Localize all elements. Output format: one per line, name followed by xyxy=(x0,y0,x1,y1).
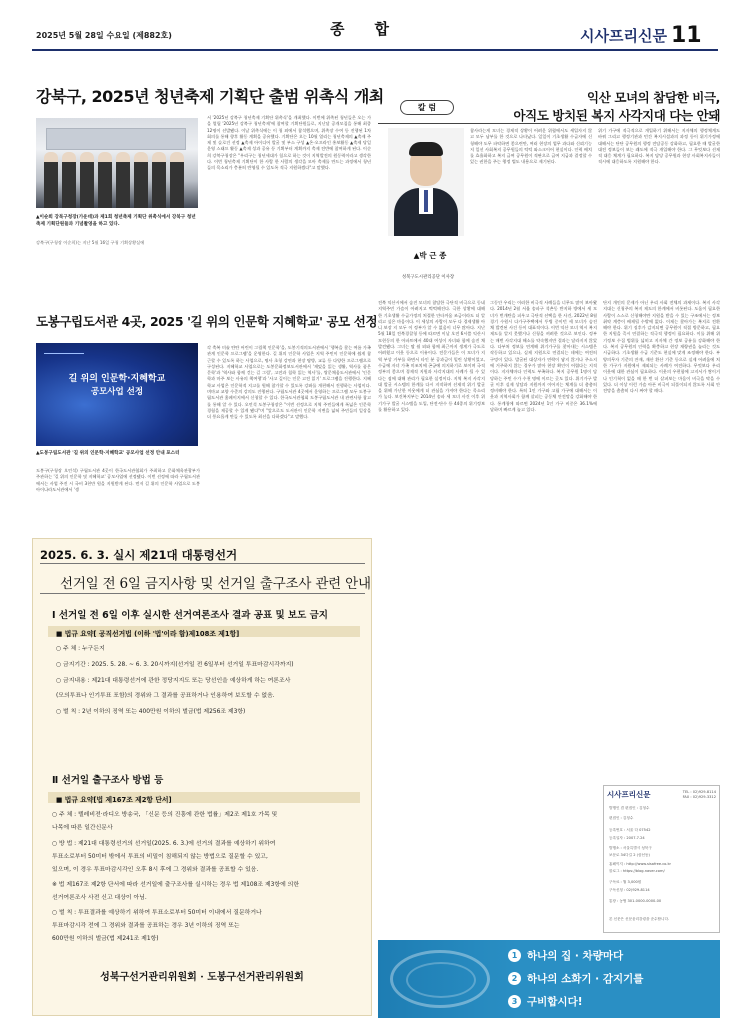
section2-item: ○ 주 체 : 텔레비전·라디오 방송국, 「신문 등의 진흥에 관한 법률」제2조 제1호 가목 및 xyxy=(52,812,278,818)
photo-person xyxy=(134,152,148,208)
section1-item: ○ 주 체 : 누구든지 xyxy=(56,646,105,652)
photo-person xyxy=(116,152,130,208)
ad-line1 xyxy=(508,948,623,963)
masthead-line: 구독료 : 월 3,000원 xyxy=(609,880,642,884)
article1-photo xyxy=(36,118,198,208)
section2-item: 600만원 이하의 벌금(법 제241조 제1항) xyxy=(52,936,159,942)
column-title-line1: 익산 모녀의 참담한 비극, xyxy=(587,90,720,105)
masthead-line: 편집인 : 김청수 xyxy=(609,816,634,820)
header-rule xyxy=(32,49,718,51)
divider xyxy=(378,123,718,124)
poster-line1: 길 위의 인문학·지혜학교 xyxy=(68,374,166,384)
article1-lead: 강북구(구청장 이순희)는 지난 5월 16일 구청 기획상황실에 xyxy=(36,240,145,245)
column-body: 위기 가구에 적극적으로 개입하기 위해서는 지자체의 행정체계도 바꿔 그리고 행정기관과 민간 복지시설과의 과정 등이 위기가정에 대해서는 단단 공무원의 행정 전담공동 강화하고, 필요한 때 발굴한 대전 정보들이 보는 쾌도에 적극 개입해야 한다. 그 무엇보다 선제적 대응 체계가 필요하다. 복지 담당 공무원과 현장 사회복지사들이 적시에 대응하도록 지원해야 한다. xyxy=(598,128,720,165)
column-body: 그동안 우리는 이러한 비극적 사례들을 너무도 많이 보아왔다. 2014년 2월 서울 송파구 석촌동 반지하 방에서 세 모녀가 번개탄을 피우고 극단적 선택을 한 사건, 2022년 8월 경기 수원시 다가구주택에서 투병 중이던 세 모녀가 숨진 채 발견된 사건 등이 대표적이다. 이번 익산 모녀 역시 복지 제도를 알지 못했거나 신청을 꺼려한 것으로 보인다. 정부는 매번 사각지대 해소를 약속했지만 결과는 달라지지 않았다. 다부처 정보를 연계해 위기가구를 찾아내는 시스템은 작동하고 있으나, 실제 지원으로 연결되는 데에는 여전히 구멍이 있다. 발굴된 대상자가 연락이 닿지 않거나 주소지에 거주하지 않는 경우가 많아 현장 확인이 어렵다는 지적이다. 지자체마다 인력도 부족하다. 복지 공무원 1명이 담당하는 주민 수가 수천 명에 이르는 곳도 있다. 위기가구 발굴 이후 실제 상담과 지원까지 이어지는 체계를 더 촘촘히 정비해야 한다. 특히 1인 가구와 고립 가구에 대해서는 이웃과 지역사회가 함께 살피는 공동체 안전망을 강화해야 한다. 통계청에 따르면 2024년 1인 가구 비중은 36.1%에 달하며 빠르게 늘고 있다. xyxy=(490,300,597,413)
photo-person xyxy=(80,152,94,208)
election-main-title: 선거일 전 6일 금지사항 및 선거일 출구조사 관련 안내 xyxy=(60,576,371,592)
ad-line2-text: 하나의 소화기 · 감지기를 xyxy=(527,973,644,985)
column-body: 참사라는게 모녀는 경제적 상황이 어려운 위협에서도 세입자지 않고 모두 남부를 한 것으로 나타났다. 일일이 기초생활 수급자에 신청해야 도무 파악하면 좋으련만, 여러 현장의 업무 과다와 신뢰기능 저 일선 사회복지 공무원들의 턱턱 와스크이어 현실이다. 인력 배치를 효율화하고 복지 급여 공무원이 적판으로 급여 지급과 결정할 수 있는 권한을 주는 행정 법도 내용으로 제기된다. xyxy=(470,128,592,165)
fire-safety-ad xyxy=(378,940,720,1018)
column-title-line2: 아직도 방치된 복지 사각지대 다는 안돼 xyxy=(513,108,720,123)
section2-item: 나목에 따른 일간신문사 xyxy=(52,825,113,831)
article2-caption: ▲도봉구립도서관 '길 위의 인문학·지혜학교' 공모사업 선정 안내 포스터 xyxy=(36,451,180,456)
column-body: 전북 익산시에서 숨진 모녀의 참담한 극단적 비극으로 동네지역주민 가슴이 아려지고 먹먹해진다. 극한 상황에 대해 한 기초생활 수급가정의 처절한 안타까움 조금이라도 더 알리고 싶은 마음이다. 이 세상의 사람이 모두 다 경제생활 아니 보장 지 모두 이 정부가 알 수 없음이 너무 많아다. 지난 5월 18일 전북경찰청 등에 따르면 이날 오전 6시쯤 익산시 모현동의 한 아파트에서 40대 여성이 자녀와 함께 숨진 채 발견됐다. 그녀는 딸 월 외와 함께 최근까지 생계가 극도로 어려웠고 이웃 등으로 이유이다. 전문가들은 이 모녀가 지역 부상 거부를 하면서 타인 분 공과금이 밀린 상황이었고, 수급에 자녀 가족 미조치에 곤궁에 의지하기로 보이며 국적 정부의 좋으며 경제적 지원과 사각지대의 사례가 될 수 있다는 점에 대해 관리가 필요한 실정이다. 지역 복지 사각지대 발굴 시스템의 한계를 다시 지적하며 선제적 위기 발굴을 위해 가난한 이웃에게 더 관심을 가져야 한다는 목소리가 높다. 보건복지부는 2014년 송파 세 모녀 사건 이후 위기가구 발굴 시스템을 도입, 단전·단수 등 44종의 위기정보를 활용하고 있다. xyxy=(378,300,485,413)
photo-person xyxy=(44,152,58,208)
section2-item: 투표마감시각 전에 그 경위와 결과를 공표하는 경우 3년 이하의 징역 또는 xyxy=(52,923,240,929)
paper-name: 시사프리신문 xyxy=(580,27,667,45)
masthead-line: 등록번호 : 서울 다 07542 xyxy=(609,828,651,832)
masthead-title: 시사프리신문 xyxy=(607,790,651,799)
ad-number-badge: 3 xyxy=(508,995,521,1008)
election-footer: 성북구선거관리위원회 · 도봉구선거관리위원회 xyxy=(100,972,304,983)
election-section2-title: Ⅱ 선거일 출구조사 방법 등 xyxy=(52,775,164,786)
column-author: ▲박 근 종 xyxy=(413,251,447,260)
ad-number-badge: 1 xyxy=(508,949,521,962)
portrait-tie xyxy=(424,190,428,212)
section1-item: ○ 벌 칙 : 2년 이하의 징역 또는 400만원 이하의 벌금(법 제256조 제3항) xyxy=(56,709,246,715)
section1-law: ■ 법규 요약[ 공직선거법 (이하 '법'이라 함)제108조 제1항] xyxy=(56,630,240,638)
issue-date: 2025년 5월 28일 수요일 (제882호) xyxy=(36,31,172,40)
article2-poster xyxy=(36,343,198,446)
masthead-contact: TEL : 02)929-8114 FAX : 02)929-3312 xyxy=(682,790,716,799)
divider xyxy=(40,563,365,564)
ad-line3 xyxy=(508,994,583,1009)
photo-person xyxy=(98,152,112,208)
article2-title: 도봉구립도서관 4곳, 2025 '길 위의 인문학 지혜학교' 공모 선정 xyxy=(36,314,378,329)
ad-line2 xyxy=(508,971,643,986)
column-author-role: 성북구도시관리공단 이사장 xyxy=(401,275,455,280)
photo-person xyxy=(152,152,166,208)
section2-item: 있으며, 이 경우 투표마감시각인 오후 8시 후에 그 경위와 결과를 공표할 수 있음. xyxy=(52,867,259,873)
masthead-line: 등록일자 : 2007.7.24 xyxy=(609,836,645,840)
election-section1-title: Ⅰ 선거일 전 6일 이후 실시한 선거여론조사 결과 공표 및 보도 금지 xyxy=(52,610,328,621)
masthead-line: 블로그 : https://blog.naver.com/ xyxy=(609,869,665,873)
article2-body-left: 도봉구(구청장 오언석) 구립도서관 4곳이 한국도서관협회가 주최하고 문화체육관광부가 주관하는 '길 위의 인문학 및 지혜학교' 공모사업에 선정됐다. 이번 선정에 따라 구립도서관에서는 사업 주진 시 국비 3천만 원을 지원받게 된다. 먼저 길 위의 인문학 사업으로 도봉아이나라도서관에서 '생 xyxy=(36,468,200,492)
masthead-line: 홈페이지 : http://www.sisafree.co.kr xyxy=(609,862,672,866)
article1-caption: ▲이순희 강북구청장(가운데)과 제1회 청년축제 기획단 위촉식에서 강북구 청년축제 기획단원들과 기념촬영을 하고 있다. xyxy=(36,215,196,227)
election-header: 2025. 6. 3. 실시 제21대 대통령선거 xyxy=(40,548,238,562)
article2-body-right: 각 축복 미술 탄탄 어린이 그림책 인문학'을, 도봉기적의도서관에서 '행복을 찾는 여름 가족 관계 인문학 프로그램'을 운영한다. 길 위의 인문학 사업은 지역 주민이 인문학에 쉽게 참근할 수 있도록 하는 사업으로, 명사 초청 강연과 현장 탐방, 교류 등 다양한 프로그램으로 구성된다. 지혜학교 사업으로는 도봉문화정보도서관에서 '재밌을 읽는 생활, 역사를 품은 문학'과 '역사와 함께 걷는 길 그림', 고전과 철학 읽는 역사'를, 쌍문채움도서관에서 '인문학과 마주 보는 사유의 책여행'과 '사고 깊이는 인문 고전 읽기' 프로그램을 진행한다. 지혜학교 사업은 인문학적 지고를 원해 참가할 수 있도록 강좌를 개편해서 진행하는 사업이다. 며마교 교양 수준의 강의도 진행된다. 구립도서관 4곳에서 운영하는 프로그램 모두 도봉구립도서관 홈페이지에서 신청할 수 있다. 한국도서관협회 도봉구립도서관 내 관련사항 참고를 통해 알 수 있다. 오언석 도봉구청장은 "이번 선정으로 지역 주민들에게 폭넓은 인문학 경험을 제공할 수 있게 됐다"며 "앞으로도 도서관이 인문학 저변을 넓혀 주민들의 일상을 더 풍요롭게 만들 수 있도록 최선을 다하겠다"고 말했다. xyxy=(207,345,371,420)
section2-item: 선거여론조사 사전 신고 대상이 아님. xyxy=(52,895,147,901)
masthead-line: 통장 : 농협 301-0000-0000-00 xyxy=(609,899,662,903)
page-number: 11 xyxy=(670,23,702,48)
ad-line1-text: 하나의 집 · 차량마다 xyxy=(527,950,624,962)
column-body: 단지 개인의 문제가 아닌 우리 사회 전체의 과제이다. 복지 사각지대는 신청주의 복지 제도의 한계에서 비롯된다. 도움이 필요한 사람이 스스로 신청해야만 지원을 받을 수 있는 구조에서는 정보 취약 계층이 배제될 수밖에 없다. 이제는 찾아가는 복지로 전환해야 한다. 위기 징후가 감지되면 공무원이 직접 방문하고, 필요한 지원을 즉시 연결하는 적극적 행정이 필요하다. 이를 위해 위기정보 수집 범위를 넓히고 지자체 간 정보 공유를 강화해야 한다. 복지 공무원의 인력을 확충하고 현장 재량권을 늘리는 것도 시급하다. 기초생활 수급 기준도 현실에 맞게 조정해야 한다. 부양의무자 기준의 잔재, 재산 환산 기준 등으로 실제 어려움에 처한 가구가 지원에서 제외되는 사례가 여전하다. 무엇보다 우리 이웃에 대한 관심이 필요하다. 이웃의 우편함에 고지서가 쌓이거나 인기척이 없을 때 한 번 더 살펴보는 마음이 비극을 막을 수 있다. 더 이상 이런 가슴 아픈 비극이 되풀이되지 않도록 사회 안전망을 촘촘히 다시 짜야 할 때다. xyxy=(603,300,720,394)
portrait-hair xyxy=(409,142,443,156)
column-badge: 칼 럼 xyxy=(400,100,454,115)
poster-decoration xyxy=(44,353,84,354)
photo-person xyxy=(62,152,76,208)
section2-item: ※ 법 제167조 제2항 단서에 따라 선거일에 출구조사를 실시하는 경우 법 제108조 제3항에 의한 xyxy=(52,882,300,888)
poster-line2: 공모사업 선정 xyxy=(90,387,144,397)
ad-decoration xyxy=(406,962,476,998)
section2-item: ○ 방 법 : 제21대 대통령선거의 선거일(2025. 6. 3.)에 선거의 결과를 예상하기 위하여 xyxy=(52,841,276,847)
section2-item: 투표소로부터 50미터 밖에서 투표의 비밀이 침해되지 않는 방법으로 질문할 수 있고, xyxy=(52,854,268,860)
divider xyxy=(40,593,365,594)
section2-item: ○ 벌 칙 : 투표결과를 예상하기 위하여 투표소로부터 50미터 이내에서 질문하거나 xyxy=(52,910,262,916)
masthead-line: 발행소 : 서울특별시 성북구 xyxy=(609,846,652,850)
section-title: 종합 xyxy=(330,20,419,38)
ad-number-badge: 2 xyxy=(508,972,521,985)
article1-title: 강북구, 2025년 청년축제 기획단 출범 위촉식 개최 xyxy=(36,87,384,106)
ad-line3-text: 구비합시다! xyxy=(527,996,583,1008)
masthead-line: 발행인 겸 편집인 : 김청수 xyxy=(609,806,650,810)
section1-item: (모의투표나 인기투표 포함)의 경위와 그 결과를 공표하거나 인용하여 보도할 수 없음. xyxy=(56,693,275,699)
photo-person xyxy=(170,152,184,208)
masthead-logo xyxy=(580,25,702,46)
masthead-line: 구독신청 : 02)929-8114 xyxy=(609,888,650,892)
article1-body: 서 '2025년 강북구 청년축제 기획단 위촉식'을 개최했다. 이번에 위촉된 청년들은 오는 가을 열릴 '2025년 강북구 청년축제'에 참여할 기획단원들로, 지난달 공개모집을 통해 최종 12명이 선발됐다. 이날 위촉식에는 이 청 외에서 참석했으며, 위촉장 수여 등 진행된 1차 회의를 통해 향후 활동 계획을 공유했다. 기획단은 오는 10월 열리는 청년축제의 ▲축제 주제 및 슬로건 선정 ▲축제 아이디어 발굴 및 부스 구성 ▲온·오프라인 홍보활동 ▲축제 당일 운영 스태프 활동 ▲축제 성과 공유 등 기획부터 계획까지 축제 전반에 참여하게 된다. 이순희 강북구청장은 "우리구는 청년세대가 힘으로 하는 것이 지역발전의 원동력이라고 생각한다. 이번 청년축제 기획단이 한 사람 한 사람의 생각을 모아 축제를 만드는 과정에서 청년들의 목소리가 충분히 반영될 수 있도록 적극 지원하겠다"고 말했다. xyxy=(207,115,371,171)
section1-item: ○ 금지기간 : 2025. 5. 28. ~ 6. 3. 20시까지(선거일 전 6일부터 선거일 투표마감시각까지) xyxy=(56,662,294,668)
photo-banner xyxy=(46,128,186,150)
section2-law: ■ 법규 요약[법 제167조 제2항 단서] xyxy=(56,796,172,804)
masthead-line: 보문로 34다길 2 (삼선동) xyxy=(609,853,650,857)
masthead-line: 본 신문은 신문윤리강령을 준수합니다. xyxy=(609,917,670,921)
section1-item: ○ 금지내용 : 제21대 대통령선거에 관한 정당지지도 또는 당선인을 예상하게 하는 여론조사 xyxy=(56,678,291,684)
author-portrait xyxy=(388,128,464,236)
